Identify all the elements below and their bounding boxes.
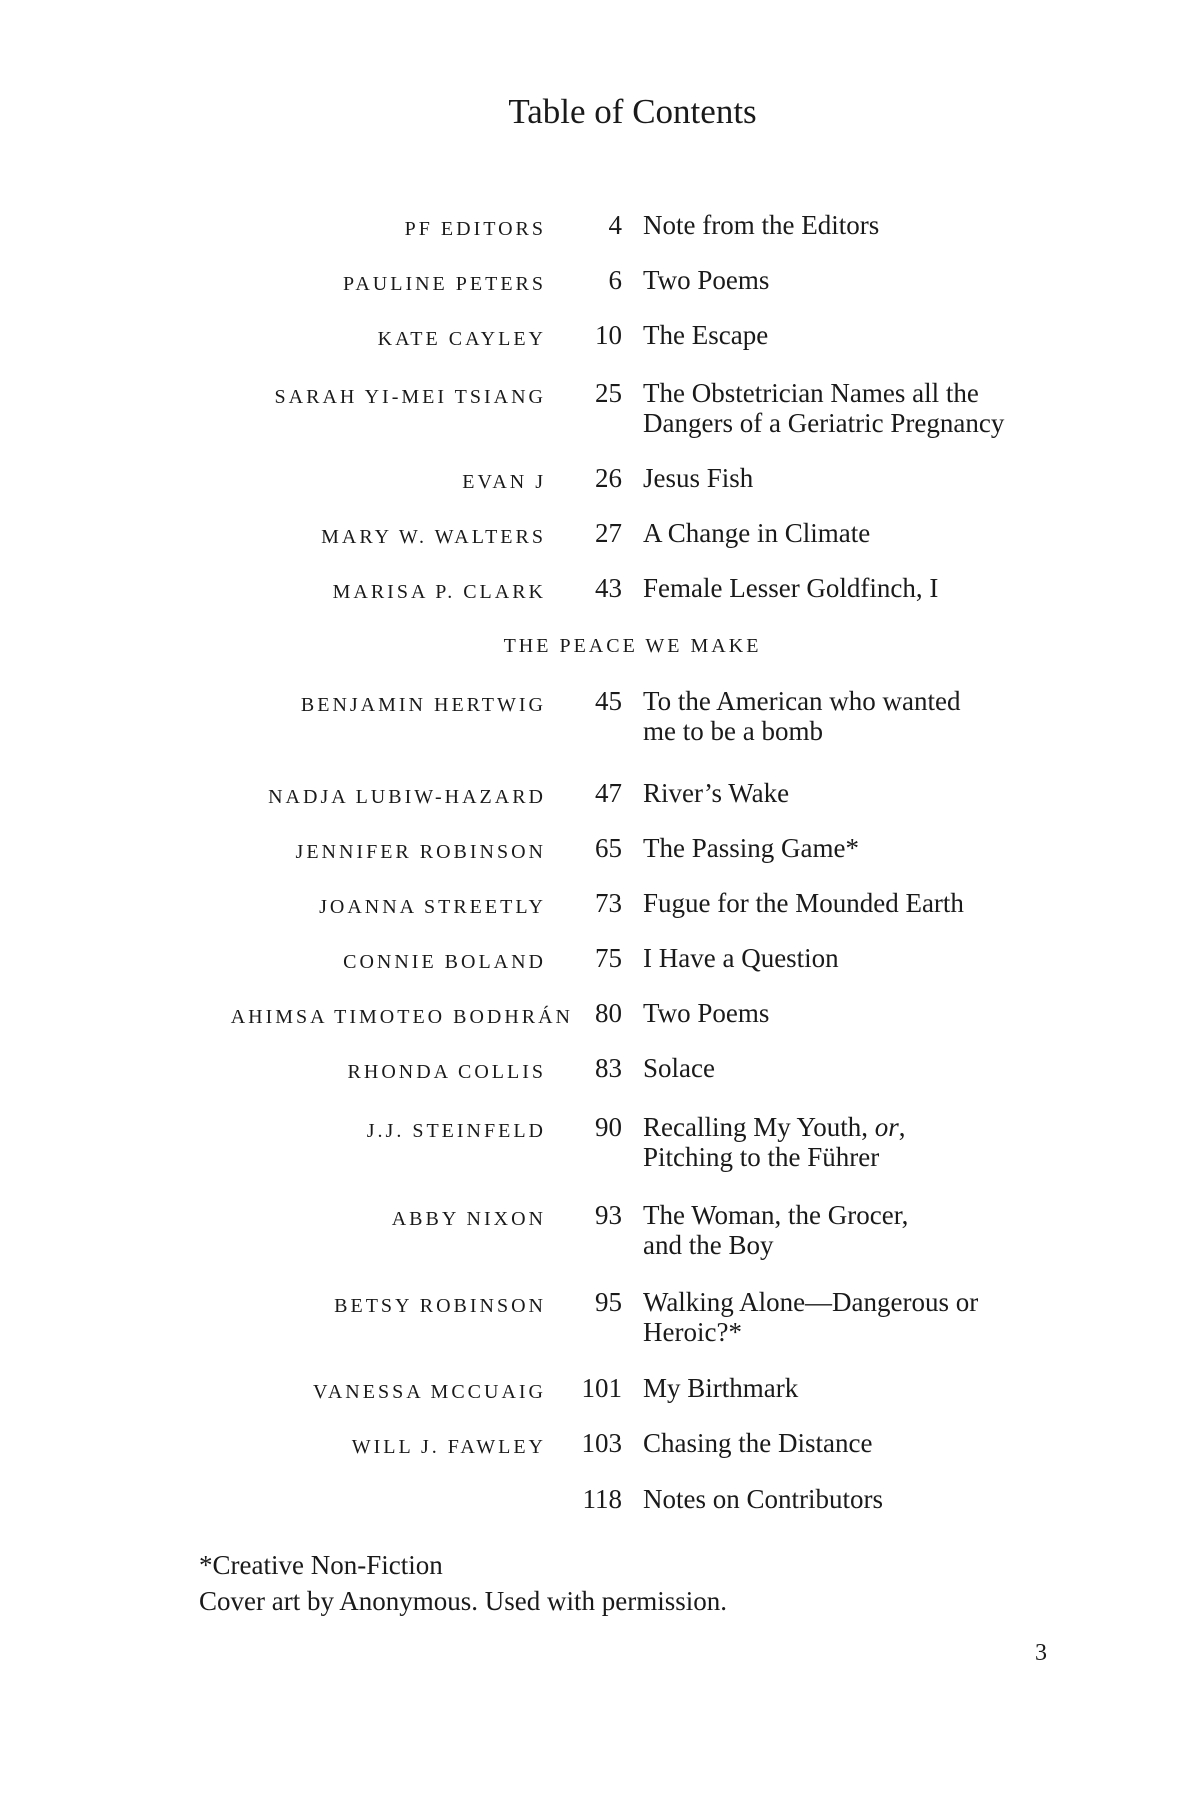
entry-title (643, 1112, 906, 1172)
entry-title: Two Poems (643, 265, 770, 295)
entry-page: 90 (595, 1112, 622, 1142)
entry-title-line: Heroic?* (643, 1317, 742, 1347)
entry-author: PF EDITORS (404, 218, 546, 240)
entry-title: Two Poems (643, 998, 770, 1028)
section-heading: THE PEACE WE MAKE (503, 635, 762, 657)
entry-title (643, 378, 1004, 438)
entry-page: 4 (608, 210, 622, 240)
entry-author: JOANNA STREETLY (319, 896, 546, 918)
entry-author: CONNIE BOLAND (343, 951, 546, 973)
entry-author: VANESSA MCCUAIG (312, 1381, 546, 1403)
entry-author: SARAH YI-MEI TSIANG (274, 386, 546, 408)
entry-page: 10 (595, 320, 622, 350)
footnotes (199, 1547, 727, 1619)
entry-title: Notes on Contributors (643, 1484, 883, 1514)
entry-page: 43 (595, 573, 622, 603)
entry-author: WILL J. FAWLEY (351, 1436, 546, 1458)
entry-page: 27 (595, 518, 622, 548)
entry-page: 101 (581, 1373, 622, 1403)
entry-title-line: and the Boy (643, 1230, 774, 1260)
entry-title: River’s Wake (643, 778, 790, 808)
entry-author: EVAN J (462, 471, 546, 493)
entry-page: 73 (595, 888, 622, 918)
entry-page: 83 (595, 1053, 622, 1083)
entry-title-line: me to be a bomb (643, 716, 823, 746)
entry-page: 118 (582, 1484, 622, 1514)
entry-title-line: Pitching to the Führer (643, 1142, 880, 1172)
entry-title-line: The Woman, the Grocer, (643, 1200, 909, 1230)
entry-page: 93 (595, 1200, 622, 1230)
entry-title-line: Walking Alone—Dangerous or (643, 1287, 979, 1317)
entry-author: NADJA LUBIW-HAZARD (268, 786, 546, 808)
entry-author: PAULINE PETERS (343, 273, 546, 295)
entry-author: ABBY NIXON (391, 1208, 546, 1230)
entry-author: BETSY ROBINSON (334, 1295, 546, 1317)
footnote-creative-nonfiction: *Creative Non-Fiction (199, 1550, 443, 1580)
entry-title: A Change in Climate (643, 518, 871, 548)
entry-author: BENJAMIN HERTWIG (300, 694, 546, 716)
entry-title: The Passing Game* (643, 833, 859, 863)
page-title: Table of Contents (508, 92, 757, 131)
entry-title: I Have a Question (643, 943, 839, 973)
entry-page: 103 (581, 1428, 622, 1458)
entry-title: Solace (643, 1053, 715, 1083)
entry-title: Jesus Fish (643, 463, 754, 493)
entry-author: MARY W. WALTERS (321, 526, 546, 548)
entry-page: 6 (608, 265, 622, 295)
entry-page: 75 (595, 943, 622, 973)
entry-author: KATE CAYLEY (377, 328, 546, 350)
entry-page: 25 (595, 378, 622, 408)
entry-author: MARISA P. CLARK (332, 581, 546, 603)
entry-page: 45 (595, 686, 622, 716)
entry-page: 95 (595, 1287, 622, 1317)
entry-title: Note from the Editors (643, 210, 880, 240)
entry-title-line: , (898, 1112, 906, 1142)
footnote-cover-art: Cover art by Anonymous. Used with permission. (199, 1586, 727, 1616)
entry-title (643, 1200, 908, 1260)
entry-title-line: To the American who wanted (643, 686, 961, 716)
entry-page: 47 (595, 778, 622, 808)
entry-title: Female Lesser Goldfinch, I (643, 573, 939, 603)
entry-title: Fugue for the Mounded Earth (643, 888, 964, 918)
entry-title-line: Recalling My Youth, (643, 1112, 875, 1142)
entry-author: RHONDA COLLIS (347, 1061, 546, 1083)
entry-title-line: Dangers of a Geriatric Pregnancy (643, 408, 1005, 438)
entry-title: Chasing the Distance (643, 1428, 873, 1458)
entry-author: AHIMSA TIMOTEO BODHRÁN (230, 1006, 573, 1028)
entry-author: JENNIFER ROBINSON (295, 841, 546, 863)
page-number: 3 (1035, 1640, 1047, 1666)
entry-title-line: The Obstetrician Names all the (643, 378, 979, 408)
entry-page: 26 (595, 463, 622, 493)
entry-title (643, 1287, 978, 1347)
entry-title-italic: or (874, 1112, 899, 1142)
entry-author: J.J. STEINFELD (366, 1120, 546, 1142)
entry-page: 65 (595, 833, 622, 863)
entry-title: The Escape (643, 320, 769, 350)
entry-page: 80 (595, 998, 622, 1028)
entry-title (643, 686, 961, 746)
entry-title: My Birthmark (643, 1373, 799, 1403)
